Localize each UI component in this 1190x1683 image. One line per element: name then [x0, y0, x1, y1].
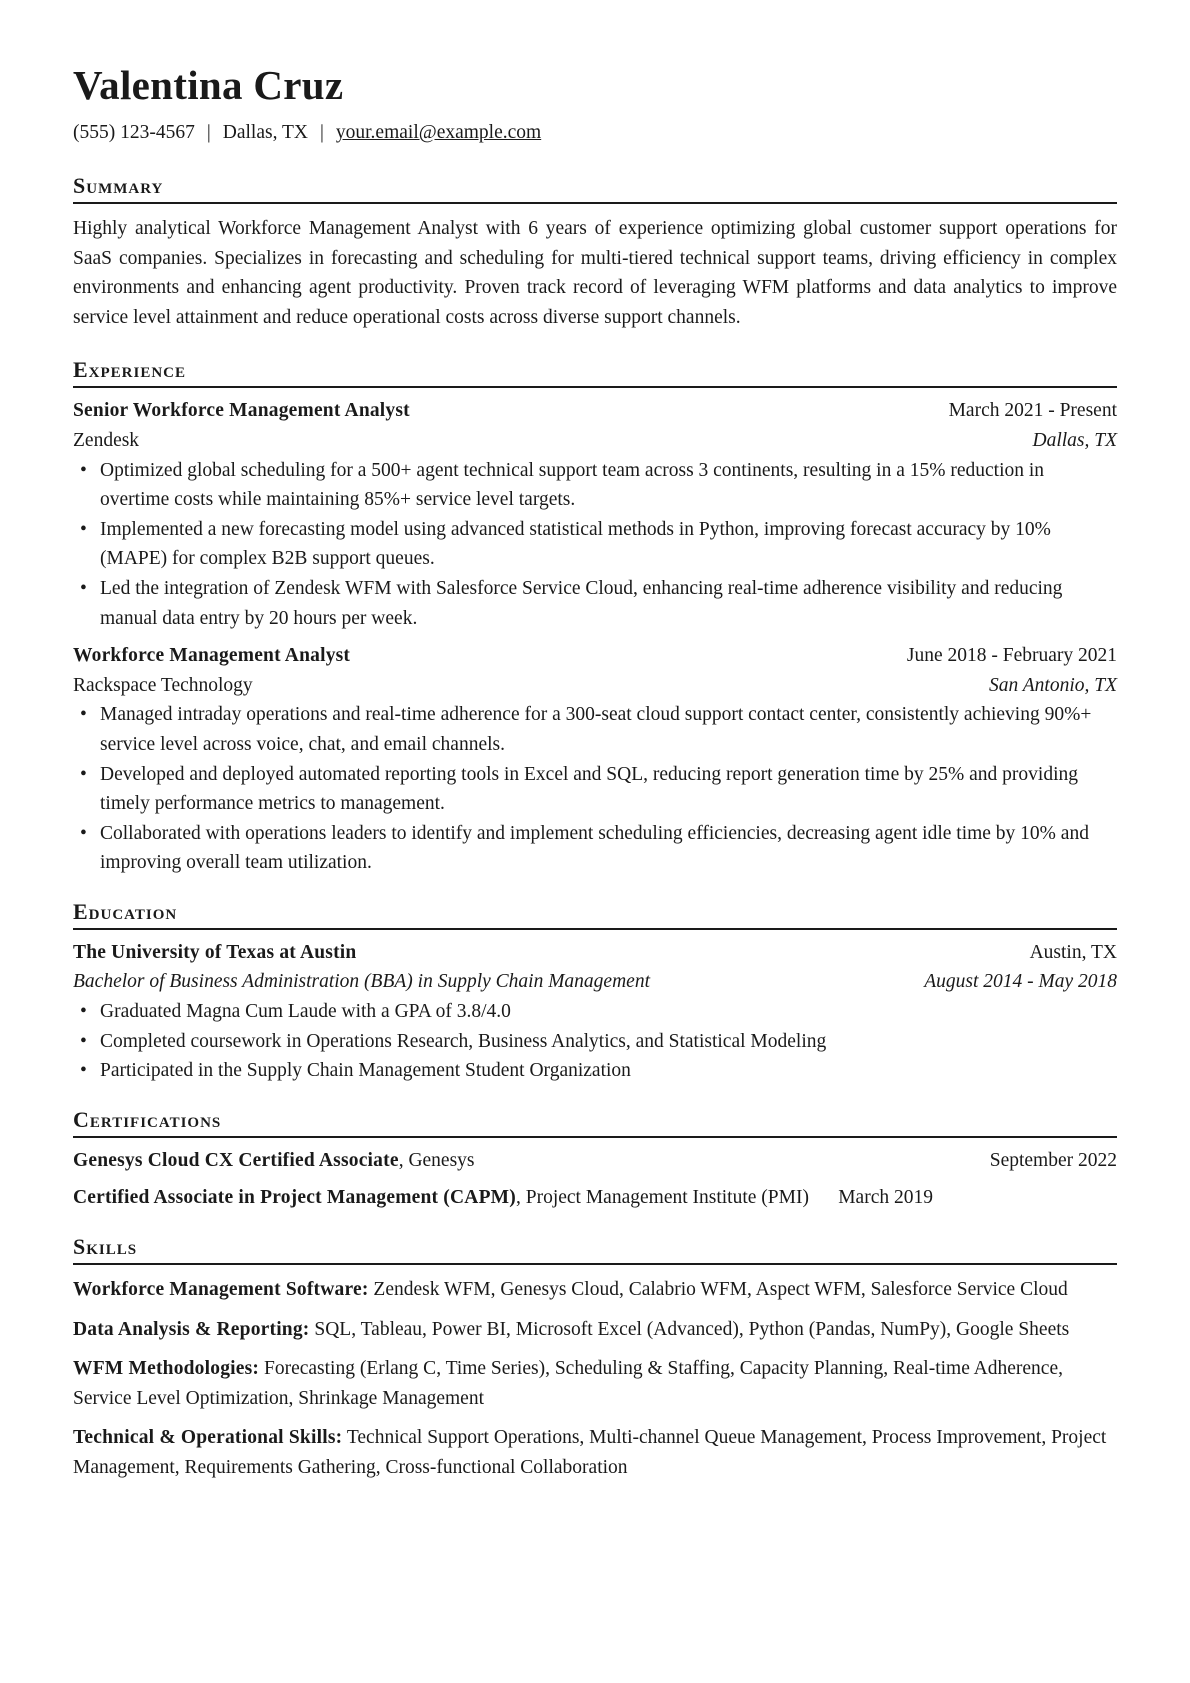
job-bullets — [73, 700, 1117, 878]
skill-value: SQL, Tableau, Power BI, Microsoft Excel (Advanced), Python (Pandas, NumPy), Google Sheets — [309, 1318, 1070, 1340]
summary-text: Highly analytical Workforce Management Analyst with 6 years of experience optimizing global customer support operations for SaaS companies. Specializes in forecasting and scheduling for multi-tiered technical support teams, driving efficiency in complex environments and enhancing agent productivity. Proven track record of leveraging WFM platforms and data analytics to improve service level attainment and reduce operational costs across diverse support channels. — [73, 218, 1117, 328]
bullet-item: • Developed and deployed automated reporting tools in Excel and SQL, reducing report generation time by 25% and providing timely performance metrics to management. — [100, 760, 1117, 819]
bullet-item: • Graduated Magna Cum Laude with a GPA of 3.8/4.0 — [100, 997, 1117, 1027]
section-title-certifications: Certifications — [73, 1106, 1117, 1138]
contact-separator: | — [319, 122, 324, 143]
section-title-skills: Skills — [73, 1233, 1117, 1265]
bullet-item: • Completed coursework in Operations Research, Business Analytics, and Statistical Modeling — [100, 1027, 1117, 1057]
contact-separator: | — [206, 122, 211, 143]
skill-label: Data Analysis & Reporting: — [73, 1318, 310, 1340]
job-location: Dallas, TX — [1032, 429, 1117, 451]
certification-issuer: , Project Management Institute (PMI) — [515, 1187, 809, 1209]
summary-section — [73, 172, 1117, 332]
job-dates: March 2021 - Present — [948, 400, 1117, 422]
bullet-item: • Managed intraday operations and real-time adherence for a 300-seat cloud support contact center, consistently achieving 90%+ service level across voice, chat, and email channels. — [100, 700, 1117, 759]
section-title-summary: Summary — [73, 172, 1117, 204]
bullet-item: • Optimized global scheduling for a 500+ agent technical support team across 3 continents, resulting in a 15% reduction in overtime costs while maintaining 85%+ service level targets. — [100, 456, 1117, 515]
job-entry — [73, 641, 1117, 878]
skill-label: Workforce Management Software: — [73, 1279, 369, 1301]
email-link[interactable]: your.email@example.com — [335, 122, 542, 143]
skill-label: Technical & Operational Skills: — [73, 1427, 343, 1449]
job-bullets — [73, 456, 1117, 634]
experience-section — [73, 356, 1117, 878]
bullet-item: • Led the integration of Zendesk WFM with Salesforce Service Cloud, enhancing real-time adherence visibility and reducing manual data entry by 20 hours per week. — [100, 574, 1117, 633]
job-dates: June 2018 - February 2021 — [906, 645, 1117, 667]
certification-issuer: , Genesys — [398, 1149, 475, 1171]
job-entry — [73, 396, 1117, 633]
skill-value: Technical Support Operations, Multi-channel Queue Management, Process Improvement, Project Management, Requirements Gathering, Cross-functional Collaboration — [73, 1427, 1107, 1478]
certifications-section — [73, 1106, 1117, 1213]
bullet-item: • Collaborated with operations leaders to identify and implement scheduling efficiencies, decreasing agent idle time by 10% and improving overall team utilization. — [100, 819, 1117, 878]
bullet-item: • Participated in the Supply Chain Management Student Organization — [100, 1056, 1117, 1086]
job-role: Senior Workforce Management Analyst — [73, 400, 410, 422]
skill-group — [73, 1354, 1117, 1413]
location: Dallas, TX — [222, 122, 308, 143]
certification-name: Certified Associate in Project Management (CAPM) — [73, 1187, 516, 1209]
skills-section — [73, 1233, 1117, 1483]
skill-group — [73, 1423, 1117, 1482]
skill-label: WFM Methodologies: — [73, 1358, 260, 1380]
skill-value: Forecasting (Erlang C, Time Series), Scheduling & Staffing, Capacity Planning, Real-time Adherence, Service Level Optimization, Shrinkage Management — [73, 1358, 1063, 1409]
certification-date: September 2022 — [989, 1149, 1117, 1171]
candidate-name: Valentina Cruz — [73, 62, 344, 108]
job-role: Workforce Management Analyst — [73, 645, 351, 667]
contact-line — [73, 120, 1117, 146]
certification-date: March 2019 — [838, 1187, 933, 1209]
bullet-item: • Implemented a new forecasting model using advanced statistical methods in Python, improving forecast accuracy by 10% (MAPE) for complex B2B support queues. — [100, 515, 1117, 574]
skill-group — [73, 1315, 1117, 1345]
section-title-experience: Experience — [73, 356, 1117, 388]
skill-value: Zendesk WFM, Genesys Cloud, Calabrio WFM, Aspect WFM, Salesforce Service Cloud — [368, 1279, 1068, 1301]
degree: Bachelor of Business Administration (BBA) in Supply Chain Management — [73, 971, 650, 993]
education-entry — [73, 938, 1117, 1086]
school-name: The University of Texas at Austin — [73, 941, 357, 963]
education-bullets — [73, 997, 1117, 1086]
certification-item — [73, 1183, 1117, 1213]
education-dates: August 2014 - May 2018 — [924, 971, 1117, 993]
job-company: Zendesk — [73, 429, 140, 451]
section-title-education: Education — [73, 898, 1117, 930]
job-location: San Antonio, TX — [988, 674, 1117, 696]
job-company: Rackspace Technology — [73, 674, 253, 696]
skill-group — [73, 1275, 1117, 1305]
certification-name: Genesys Cloud CX Certified Associate — [73, 1149, 399, 1171]
certification-item — [73, 1146, 1117, 1176]
education-section — [73, 898, 1117, 1086]
phone-number: (555) 123-4567 — [73, 122, 195, 143]
school-location: Austin, TX — [1029, 941, 1117, 963]
